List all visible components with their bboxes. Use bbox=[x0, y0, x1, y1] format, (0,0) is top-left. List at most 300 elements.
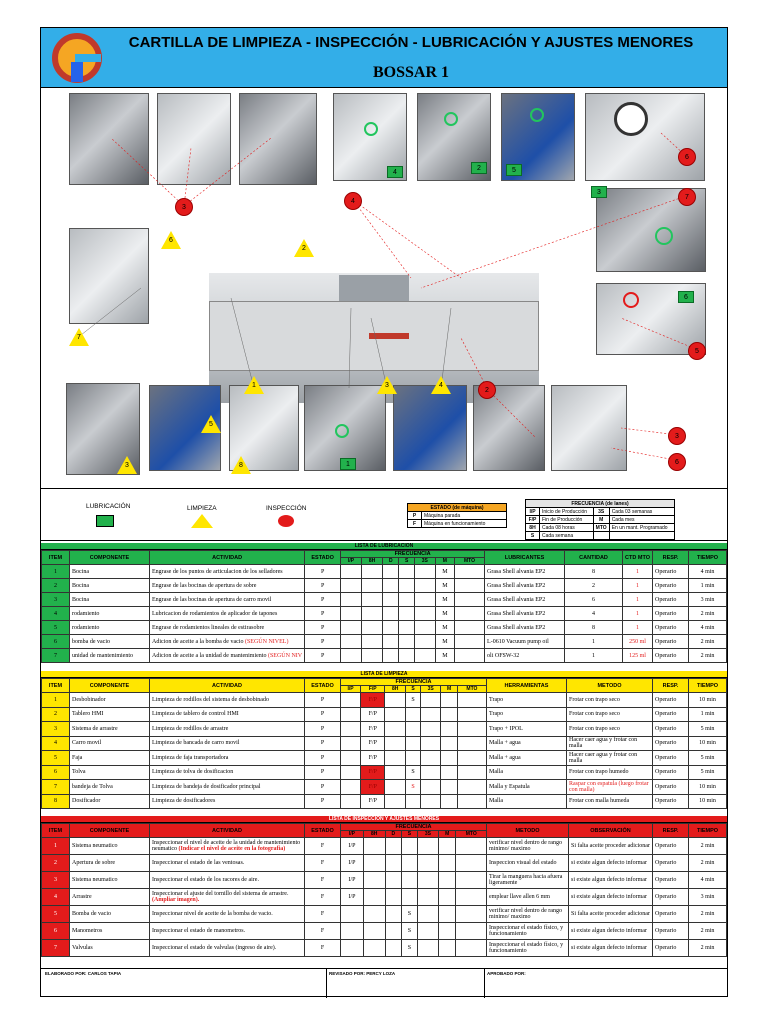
frequency-cell bbox=[341, 751, 361, 766]
frequency-cell bbox=[456, 838, 487, 855]
estado: F bbox=[305, 889, 341, 906]
frequency-cell bbox=[385, 855, 401, 872]
footer bbox=[41, 968, 727, 997]
estado: F bbox=[305, 838, 341, 855]
table-row bbox=[42, 693, 727, 708]
frequency-cell bbox=[421, 736, 441, 751]
frequency-cell: I/P bbox=[341, 855, 364, 872]
method: verificar nivel dentro de rango minimo/ maximo bbox=[487, 906, 569, 923]
column-header: COMPONENTE bbox=[70, 824, 150, 838]
frequency-cell bbox=[385, 906, 401, 923]
activity-text: Engrase de rodamientos lineales de estirasobre bbox=[152, 624, 265, 631]
responsible: Operario bbox=[653, 780, 689, 795]
column-header: ACTIVIDAD bbox=[150, 551, 305, 565]
frequency-cell bbox=[421, 780, 441, 795]
frequency-cell bbox=[457, 780, 486, 795]
frequency-cell bbox=[456, 855, 487, 872]
frequency-cell: S bbox=[401, 940, 417, 957]
frequency-cell bbox=[341, 923, 364, 940]
tools: Malla y Espatula bbox=[487, 780, 567, 795]
column-header: 8H bbox=[385, 686, 406, 693]
frequency-cell bbox=[414, 635, 435, 649]
activity-text: Engrase de los puntos de articulacion de los selladores bbox=[152, 568, 283, 575]
freq-code: I/P bbox=[526, 508, 540, 516]
legend-inspeccion-swatch bbox=[278, 515, 294, 527]
activity bbox=[150, 621, 305, 635]
frequency-cell bbox=[457, 765, 486, 780]
method: Tirar la manguera hacia afuera ligeramente bbox=[487, 872, 569, 889]
table-row bbox=[42, 794, 727, 809]
column-header: TIEMPO bbox=[689, 551, 727, 565]
time: 2 min bbox=[689, 855, 727, 872]
activity-text: Inspeccionar el estado de valvulas (ingreso de aire). bbox=[152, 945, 277, 951]
column-header: ACTIVIDAD bbox=[150, 824, 305, 838]
legend bbox=[41, 488, 727, 541]
frequency-cell bbox=[401, 838, 417, 855]
activity-text: Inspeccionar nivel de aceite de la bomba de vacio. bbox=[152, 911, 273, 917]
marker-2-yellow: 2 bbox=[294, 239, 314, 257]
frequency-cell bbox=[361, 593, 382, 607]
frequency-cell bbox=[385, 765, 406, 780]
method: Inspeccion visual del estado bbox=[487, 855, 569, 872]
frequency-header: FRECUENCIA bbox=[341, 551, 485, 558]
estado-code: P bbox=[408, 512, 422, 520]
frequency-cell: M bbox=[435, 593, 454, 607]
frecuencia-legend bbox=[525, 499, 675, 540]
frequency-cell bbox=[441, 780, 458, 795]
time: 10 min bbox=[689, 794, 727, 809]
column-header: S bbox=[401, 831, 417, 838]
frequency-cell bbox=[363, 889, 385, 906]
estado-legend-title: ESTADO (de máquina) bbox=[408, 504, 507, 512]
frequency-cell bbox=[385, 736, 406, 751]
component: Bocina bbox=[70, 579, 150, 593]
frequency-cell bbox=[441, 736, 458, 751]
frequency-cell bbox=[417, 872, 438, 889]
time: 3 min bbox=[689, 593, 727, 607]
frequency-cell bbox=[457, 751, 486, 766]
estado: F bbox=[305, 872, 341, 889]
frequency-cell bbox=[361, 579, 382, 593]
component: rodamiento bbox=[70, 621, 150, 635]
frequency-cell bbox=[441, 722, 458, 737]
estado: P bbox=[305, 707, 341, 722]
frequency-cell: I/P bbox=[341, 838, 364, 855]
component: Valvulas bbox=[70, 940, 150, 957]
frequency-cell bbox=[385, 923, 401, 940]
frecuencia-legend-title: FRECUENCIA (de lanes) bbox=[526, 500, 675, 508]
component: Tablero HMI bbox=[70, 707, 150, 722]
responsible: Operario bbox=[653, 607, 689, 621]
item-number: 2 bbox=[42, 855, 70, 872]
frequency-cell bbox=[385, 889, 401, 906]
frequency-cell bbox=[439, 889, 456, 906]
frequency-cell: F/P bbox=[361, 707, 385, 722]
component: Sistema neumatico bbox=[70, 838, 150, 855]
activity: Limpieza de rodillos del sistema de desbobinado bbox=[150, 693, 305, 708]
ctd-mto: 1 bbox=[623, 593, 653, 607]
frequency-cell bbox=[363, 906, 385, 923]
column-header: M bbox=[435, 558, 454, 565]
method: Hacer caer agua y frotar con malla bbox=[567, 751, 653, 766]
frequency-cell bbox=[361, 607, 382, 621]
legend-lubricacion-label: LUBRICACIÓN bbox=[86, 503, 131, 510]
frequency-cell bbox=[421, 693, 441, 708]
item-number: 3 bbox=[42, 872, 70, 889]
activity: Limpieza de bandeja de dosificador principal bbox=[150, 780, 305, 795]
time: 4 min bbox=[689, 621, 727, 635]
frequency-cell bbox=[421, 751, 441, 766]
item-number: 7 bbox=[42, 940, 70, 957]
frequency-cell bbox=[385, 722, 406, 737]
frequency-cell bbox=[401, 889, 417, 906]
observation: Si falta aceite proceder adicionar bbox=[569, 838, 653, 855]
freq-desc: En un mant. Programado bbox=[609, 524, 674, 532]
activity bbox=[150, 649, 305, 663]
estado: P bbox=[305, 722, 341, 737]
estado: F bbox=[305, 855, 341, 872]
frequency-cell bbox=[341, 593, 362, 607]
column-header: M bbox=[439, 831, 456, 838]
frequency-cell bbox=[399, 579, 415, 593]
responsible: Operario bbox=[653, 565, 689, 579]
lubricant: Grasa Shell alvania EP2 bbox=[485, 607, 565, 621]
inspection-table bbox=[41, 823, 727, 957]
tools: Malla + agua bbox=[487, 751, 567, 766]
method: Inspeccionar el estado físico, y funcionamiento bbox=[487, 923, 569, 940]
marker-5-yellow: 5 bbox=[201, 415, 221, 433]
item-number: 8 bbox=[42, 794, 70, 809]
responsible: Operario bbox=[653, 889, 689, 906]
freq-desc: Cada 08 horas bbox=[540, 524, 594, 532]
frequency-cell bbox=[421, 707, 441, 722]
column-header: MTO bbox=[455, 558, 485, 565]
component: Carro movil bbox=[70, 736, 150, 751]
legend-inspeccion-label: INSPECCIÓN bbox=[266, 505, 307, 512]
activity bbox=[150, 889, 305, 906]
activity: Limpieza de bancada de carro movil bbox=[150, 736, 305, 751]
column-header: RESP. bbox=[653, 551, 689, 565]
estado: F bbox=[305, 940, 341, 957]
ctd-mto: 250 ml bbox=[623, 635, 653, 649]
item-number: 1 bbox=[42, 693, 70, 708]
column-header: COMPONENTE bbox=[70, 679, 150, 693]
time: 5 min bbox=[689, 751, 727, 766]
table-row bbox=[42, 621, 727, 635]
page-subtitle: BOSSAR 1 bbox=[372, 64, 450, 81]
frequency-cell: M bbox=[435, 607, 454, 621]
activity: Limpieza de rodillos de arrastre bbox=[150, 722, 305, 737]
frequency-cell bbox=[383, 607, 399, 621]
table-row bbox=[42, 722, 727, 737]
responsible: Operario bbox=[653, 579, 689, 593]
responsible: Operario bbox=[653, 736, 689, 751]
frequency-cell bbox=[406, 722, 421, 737]
table-header-row bbox=[42, 679, 727, 686]
frequency-cell bbox=[417, 906, 438, 923]
table-header-row bbox=[42, 551, 727, 558]
lubricant: Grasa Shell alvania EP2 bbox=[485, 593, 565, 607]
responsible: Operario bbox=[653, 940, 689, 957]
component: Desbobinador bbox=[70, 693, 150, 708]
frequency-cell bbox=[439, 838, 456, 855]
time: 1 min bbox=[689, 579, 727, 593]
activity-note: (Indicar el nivel de aceite en la fotografia) bbox=[178, 846, 286, 852]
frequency-cell bbox=[457, 736, 486, 751]
frequency-cell: I/P bbox=[341, 872, 364, 889]
marker-3-red-right: 3 bbox=[668, 427, 686, 445]
tools: Malla + agua bbox=[487, 736, 567, 751]
item-number: 1 bbox=[42, 838, 70, 855]
frequency-cell bbox=[363, 872, 385, 889]
activity bbox=[150, 906, 305, 923]
cleaning-title: LISTA DE LIMPIEZA bbox=[41, 671, 727, 678]
activity-text: Inspeccionar el estado de las ventosas. bbox=[152, 860, 245, 866]
column-header: METODO bbox=[567, 679, 653, 693]
marker-6-yellow: 6 bbox=[161, 231, 181, 249]
responsible: Operario bbox=[653, 751, 689, 766]
item-number: 2 bbox=[42, 707, 70, 722]
frequency-cell bbox=[385, 940, 401, 957]
legend-limpieza-swatch bbox=[191, 514, 213, 528]
table-row bbox=[42, 736, 727, 751]
component: Manometros bbox=[70, 923, 150, 940]
time: 2 min bbox=[689, 906, 727, 923]
frequency-cell bbox=[406, 736, 421, 751]
component: Dosificador bbox=[70, 794, 150, 809]
marker-3-yellow: 3 bbox=[377, 376, 397, 394]
method: Frotar con malla humeda bbox=[567, 794, 653, 809]
activity-text: Adicion de aceite a la bomba de vacio bbox=[152, 638, 244, 645]
estado-code: F bbox=[408, 520, 422, 528]
component: Faja bbox=[70, 751, 150, 766]
responsible: Operario bbox=[653, 794, 689, 809]
quantity: 4 bbox=[565, 607, 623, 621]
frequency-cell bbox=[399, 621, 415, 635]
revisado-por: REVISADO POR: PERCY LOZA bbox=[329, 971, 396, 976]
method: verificar nivel dentro de rango minimo/ maximo bbox=[487, 838, 569, 855]
observation: si existe algun defecto informar bbox=[569, 855, 653, 872]
column-header: METODO bbox=[487, 824, 569, 838]
responsible: Operario bbox=[653, 722, 689, 737]
responsible: Operario bbox=[653, 693, 689, 708]
tools: Malla bbox=[487, 765, 567, 780]
marker-6-red: 6 bbox=[678, 148, 696, 166]
column-header: TIEMPO bbox=[689, 824, 727, 838]
table-row bbox=[42, 607, 727, 621]
item-number: 6 bbox=[42, 765, 70, 780]
table-row bbox=[42, 838, 727, 855]
frequency-cell bbox=[456, 923, 487, 940]
company-logo-icon bbox=[49, 32, 105, 84]
method: Frotar con trapo seco bbox=[567, 693, 653, 708]
tools: Trapo + IPOL bbox=[487, 722, 567, 737]
estado: P bbox=[305, 635, 341, 649]
frequency-cell: F/P bbox=[361, 722, 385, 737]
item-number: 3 bbox=[42, 722, 70, 737]
frequency-cell: F/P bbox=[361, 780, 385, 795]
column-header: OBSERVACIÓN bbox=[569, 824, 653, 838]
frequency-cell bbox=[383, 621, 399, 635]
inspection-section bbox=[41, 816, 727, 957]
activity bbox=[150, 635, 305, 649]
frequency-cell: M bbox=[435, 635, 454, 649]
marker-6-green: 6 bbox=[678, 291, 694, 303]
method: Frotar con trapo humedo bbox=[567, 765, 653, 780]
column-header: ITEM bbox=[42, 824, 70, 838]
table-row bbox=[42, 565, 727, 579]
cleaning-section bbox=[41, 671, 727, 809]
activity bbox=[150, 607, 305, 621]
page-title: CARTILLA DE LIMPIEZA - INSPECCIÓN - LUBRICACIÓN Y AJUSTES MENORES bbox=[128, 34, 694, 51]
estado: P bbox=[305, 579, 341, 593]
estado: P bbox=[305, 565, 341, 579]
column-header: MTO bbox=[456, 831, 487, 838]
frequency-cell bbox=[341, 765, 361, 780]
time: 5 min bbox=[689, 722, 727, 737]
marker-5-red: 5 bbox=[688, 342, 706, 360]
frequency-cell bbox=[385, 693, 406, 708]
freq-code: F/P bbox=[526, 516, 540, 524]
frequency-cell bbox=[341, 621, 362, 635]
activity-note: (Ampliar imagen). bbox=[152, 897, 200, 903]
component: Bomba de vacio bbox=[70, 906, 150, 923]
frequency-cell bbox=[341, 635, 362, 649]
lubricant: Grasa Shell alvania EP2 bbox=[485, 621, 565, 635]
frequency-cell bbox=[417, 889, 438, 906]
observation: si existe algun defecto informar bbox=[569, 923, 653, 940]
activity bbox=[150, 579, 305, 593]
frequency-cell bbox=[406, 751, 421, 766]
responsible: Operario bbox=[653, 635, 689, 649]
activity-note: (SEGÚN NIVEL) bbox=[244, 638, 289, 645]
table-row bbox=[42, 579, 727, 593]
header bbox=[41, 28, 727, 88]
frequency-cell bbox=[341, 579, 362, 593]
frequency-cell bbox=[341, 736, 361, 751]
frequency-cell bbox=[383, 579, 399, 593]
frequency-cell bbox=[399, 593, 415, 607]
activity-text: Engrase de las bocinas de apertura de carro movil bbox=[152, 596, 272, 603]
marker-3-green: 3 bbox=[591, 186, 607, 198]
frequency-cell bbox=[414, 579, 435, 593]
frequency-cell: M bbox=[435, 579, 454, 593]
ctd-mto: 1 bbox=[623, 579, 653, 593]
activity-text: Inspeccionar el nivel de aceite de la unidad de mantenimiento neumatico bbox=[152, 840, 301, 852]
freq-desc: Inicio de Producción bbox=[540, 508, 594, 516]
time: 4 min bbox=[689, 565, 727, 579]
activity-text: Inspeccionar el estado de manometros. bbox=[152, 928, 246, 934]
tools: Malla bbox=[487, 794, 567, 809]
table-row bbox=[42, 593, 727, 607]
freq-code: S bbox=[526, 532, 540, 540]
estado: P bbox=[305, 751, 341, 766]
activity: Limpieza de dosificadores bbox=[150, 794, 305, 809]
frequency-cell bbox=[361, 565, 382, 579]
frequency-cell bbox=[414, 621, 435, 635]
frequency-cell bbox=[341, 780, 361, 795]
estado: P bbox=[305, 649, 341, 663]
frequency-cell bbox=[455, 593, 485, 607]
ctd-mto: 1 bbox=[623, 621, 653, 635]
method: Frotar con trapo seco bbox=[567, 707, 653, 722]
frequency-cell bbox=[417, 838, 438, 855]
item-number: 2 bbox=[42, 579, 70, 593]
frequency-cell bbox=[414, 593, 435, 607]
activity bbox=[150, 940, 305, 957]
column-header: 3S bbox=[421, 686, 441, 693]
frequency-cell: M bbox=[435, 649, 454, 663]
item-number: 5 bbox=[42, 621, 70, 635]
marker-1-green: 1 bbox=[340, 458, 356, 470]
tools: Trapo bbox=[487, 707, 567, 722]
estado: F bbox=[305, 923, 341, 940]
responsible: Operario bbox=[653, 855, 689, 872]
frequency-cell bbox=[456, 906, 487, 923]
column-header: M bbox=[441, 686, 458, 693]
observation: si existe algun defecto informar bbox=[569, 872, 653, 889]
marker-3-red: 3 bbox=[175, 198, 193, 216]
time: 2 min bbox=[689, 923, 727, 940]
estado: F bbox=[305, 906, 341, 923]
responsible: Operario bbox=[653, 765, 689, 780]
time: 10 min bbox=[689, 780, 727, 795]
observation: Si falta aceite proceder adicionar bbox=[569, 906, 653, 923]
frequency-cell bbox=[363, 923, 385, 940]
activity bbox=[150, 923, 305, 940]
freq-desc: Cada 03 semanas bbox=[609, 508, 674, 516]
column-header: TIEMPO bbox=[689, 679, 727, 693]
time: 10 min bbox=[689, 693, 727, 708]
time: 10 min bbox=[689, 736, 727, 751]
lubrication-title: LISTA DE LUBRICACION bbox=[41, 543, 727, 550]
column-header: S bbox=[399, 558, 415, 565]
frequency-cell bbox=[361, 635, 382, 649]
time: 2 min bbox=[689, 649, 727, 663]
time: 1 min bbox=[689, 707, 727, 722]
freq-code: 3S bbox=[593, 508, 609, 516]
column-header: HERRAMIENTAS bbox=[487, 679, 567, 693]
activity-text: Engrase de las bocinas de apertura de sobre bbox=[152, 582, 257, 589]
frequency-cell bbox=[341, 794, 361, 809]
activity-text: Lubricacion de rodamientos de aplicador de tapones bbox=[152, 610, 278, 617]
frequency-cell bbox=[439, 872, 456, 889]
time: 2 min bbox=[689, 940, 727, 957]
frequency-cell bbox=[383, 635, 399, 649]
frequency-cell bbox=[421, 765, 441, 780]
frequency-cell bbox=[456, 889, 487, 906]
item-number: 5 bbox=[42, 751, 70, 766]
marker-7-yellow: 7 bbox=[69, 328, 89, 346]
frequency-cell bbox=[341, 722, 361, 737]
frequency-cell bbox=[455, 579, 485, 593]
estado: P bbox=[305, 621, 341, 635]
frequency-cell bbox=[385, 794, 406, 809]
component: bomba de vacio bbox=[70, 635, 150, 649]
item-number: 4 bbox=[42, 736, 70, 751]
component: Tolva bbox=[70, 765, 150, 780]
frequency-cell bbox=[439, 940, 456, 957]
frequency-cell bbox=[406, 707, 421, 722]
method: emplear llave allen 6 mm bbox=[487, 889, 569, 906]
frequency-cell: F/P bbox=[361, 693, 385, 708]
observation: si existe algun defecto informar bbox=[569, 940, 653, 957]
table-row bbox=[42, 751, 727, 766]
frequency-cell: M bbox=[435, 565, 454, 579]
frequency-cell bbox=[361, 649, 382, 663]
responsible: Operario bbox=[653, 593, 689, 607]
activity-note: (SEGÚN NIV bbox=[267, 652, 303, 659]
